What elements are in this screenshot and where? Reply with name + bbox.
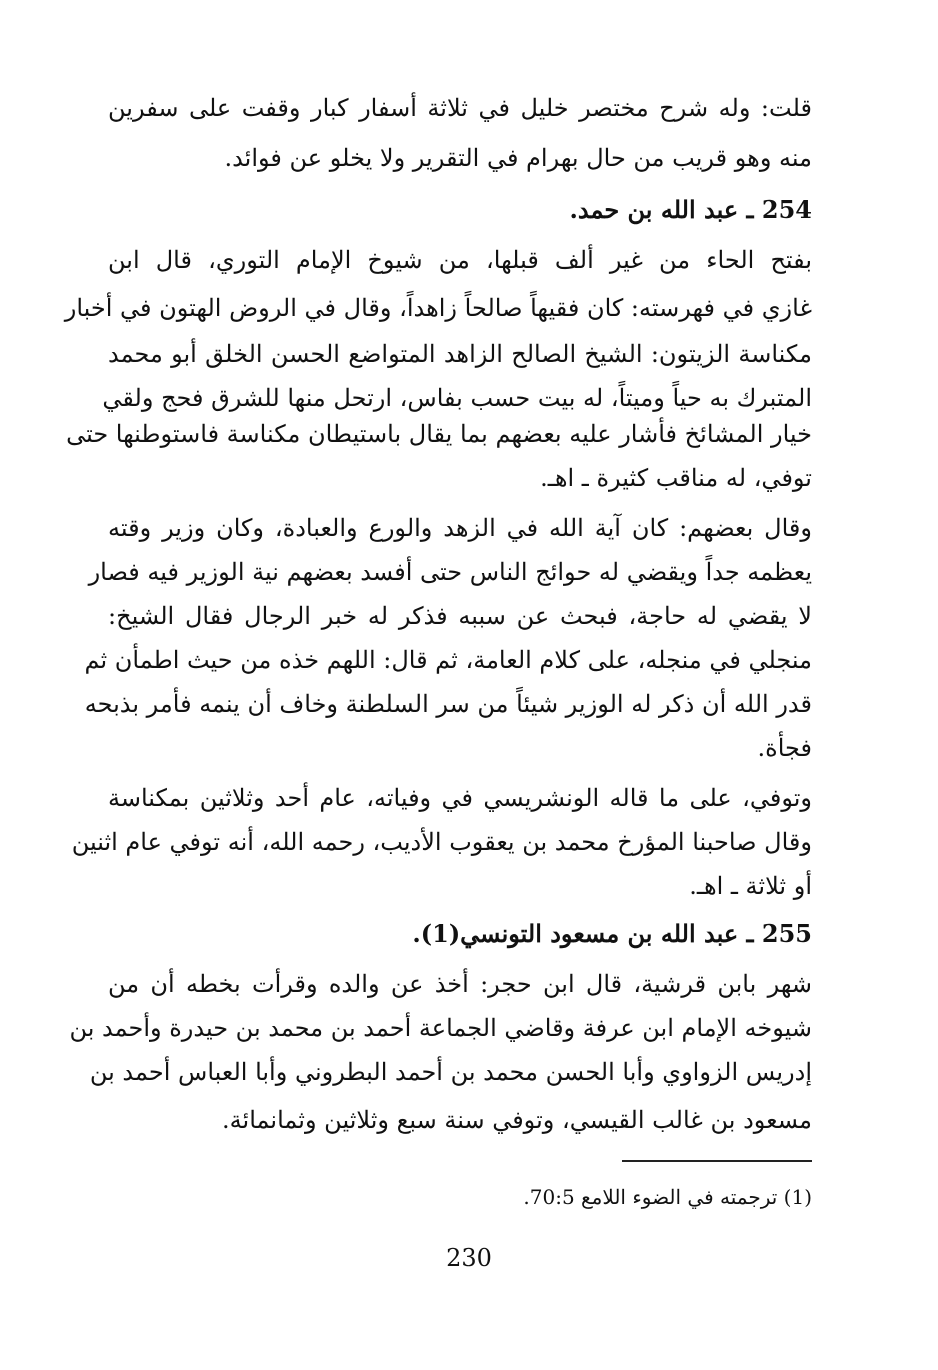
text-line: منجلي في منجله، على كلام العامة، ثم قال: اللهم خذه من حيث اطمأن ثم <box>84 646 812 674</box>
text-line: غازي في فهرسته: كان فقيهاً صالحاً زاهداً، وقال في الروض الهتون في أخبار <box>64 294 812 322</box>
text-line: وقال صاحبنا المؤرخ محمد بن يعقوب الأديب، رحمه الله، أنه توفي عام اثنين <box>71 828 812 856</box>
text-line: وقال بعضهم: كان آية الله في الزهد والورع والعبادة، وكان وزير وقته <box>108 514 812 542</box>
text-line: مكناسة الزيتون: الشيخ الصالح الزاهد المتواضع الحسن الخلق أبو محمد <box>108 340 813 368</box>
text-line: يعظمه جداً ويقضي له حوائج الناس حتى أفسد بعضهم نية الوزير فيه فصار <box>88 558 812 586</box>
text-line: لا يقضي له حاجة، فبحث عن سببه فذكر له خبر الرجال فقال الشيخ: <box>108 602 812 630</box>
text-line: المتبرك به حياً وميتاً، له بيت حسب بفاس، ارتحل منها للشرق فحج ولقي <box>102 384 812 412</box>
text-line: وتوفي، على ما قاله الونشريسي في وفياته، عام أحد وثلاثين بمكناسة <box>108 784 812 812</box>
text-line: أو ثلاثة ـ اهـ. <box>689 872 812 900</box>
footnote-divider <box>622 1160 812 1162</box>
text-line: إدريس الزواوي وأبا الحسن محمد بن أحمد البطروني وأبا العباس أحمد بن <box>89 1058 812 1086</box>
text-line: بفتح الحاء من غير ألف قبلها، من شيوخ الإمام التوري، قال ابن <box>108 246 812 274</box>
entry-heading-255: 255 ـ عبد الله بن مسعود التونسي(1). <box>412 919 812 948</box>
text-line: خيار المشائخ فأشار عليه بعضهم بما يقال باستيطان مكناسة فاستوطنها حتى <box>66 420 812 448</box>
text-line: شيوخه الإمام ابن عرفة وقاضي الجماعة أحمد بن محمد بن حيدرة وأحمد بن <box>69 1014 812 1042</box>
page-number: 230 <box>446 1244 492 1272</box>
footnote: (1) ترجمته في الضوء اللامع 70:5. <box>523 1185 812 1209</box>
text-line: منه وهو قريب من حال بهرام في التقرير ولا يخلو عن فوائد. <box>224 144 812 172</box>
text-line: فجأة. <box>757 734 812 762</box>
text-line: شهر بابن قرشية، قال ابن حجر: أخذ عن والده وقرأت بخطه أن من <box>108 970 812 998</box>
text-line: قدر الله أن ذكر له الوزير شيئاً من سر السلطنة وخاف أن ينمه فأمر بذبحه <box>84 690 812 718</box>
text-line: توفي، له مناقب كثيرة ـ اهـ. <box>540 464 812 492</box>
entry-heading-254: 254 ـ عبد الله بن حمد. <box>569 195 812 224</box>
text-line: مسعود بن غالب القيسي، وتوفي سنة سبع وثلاثين وثمانمائة. <box>222 1106 812 1134</box>
text-line: قلت: وله شرح مختصر خليل في ثلاثة أسفار كبار وقفت على سفرين <box>108 94 812 122</box>
